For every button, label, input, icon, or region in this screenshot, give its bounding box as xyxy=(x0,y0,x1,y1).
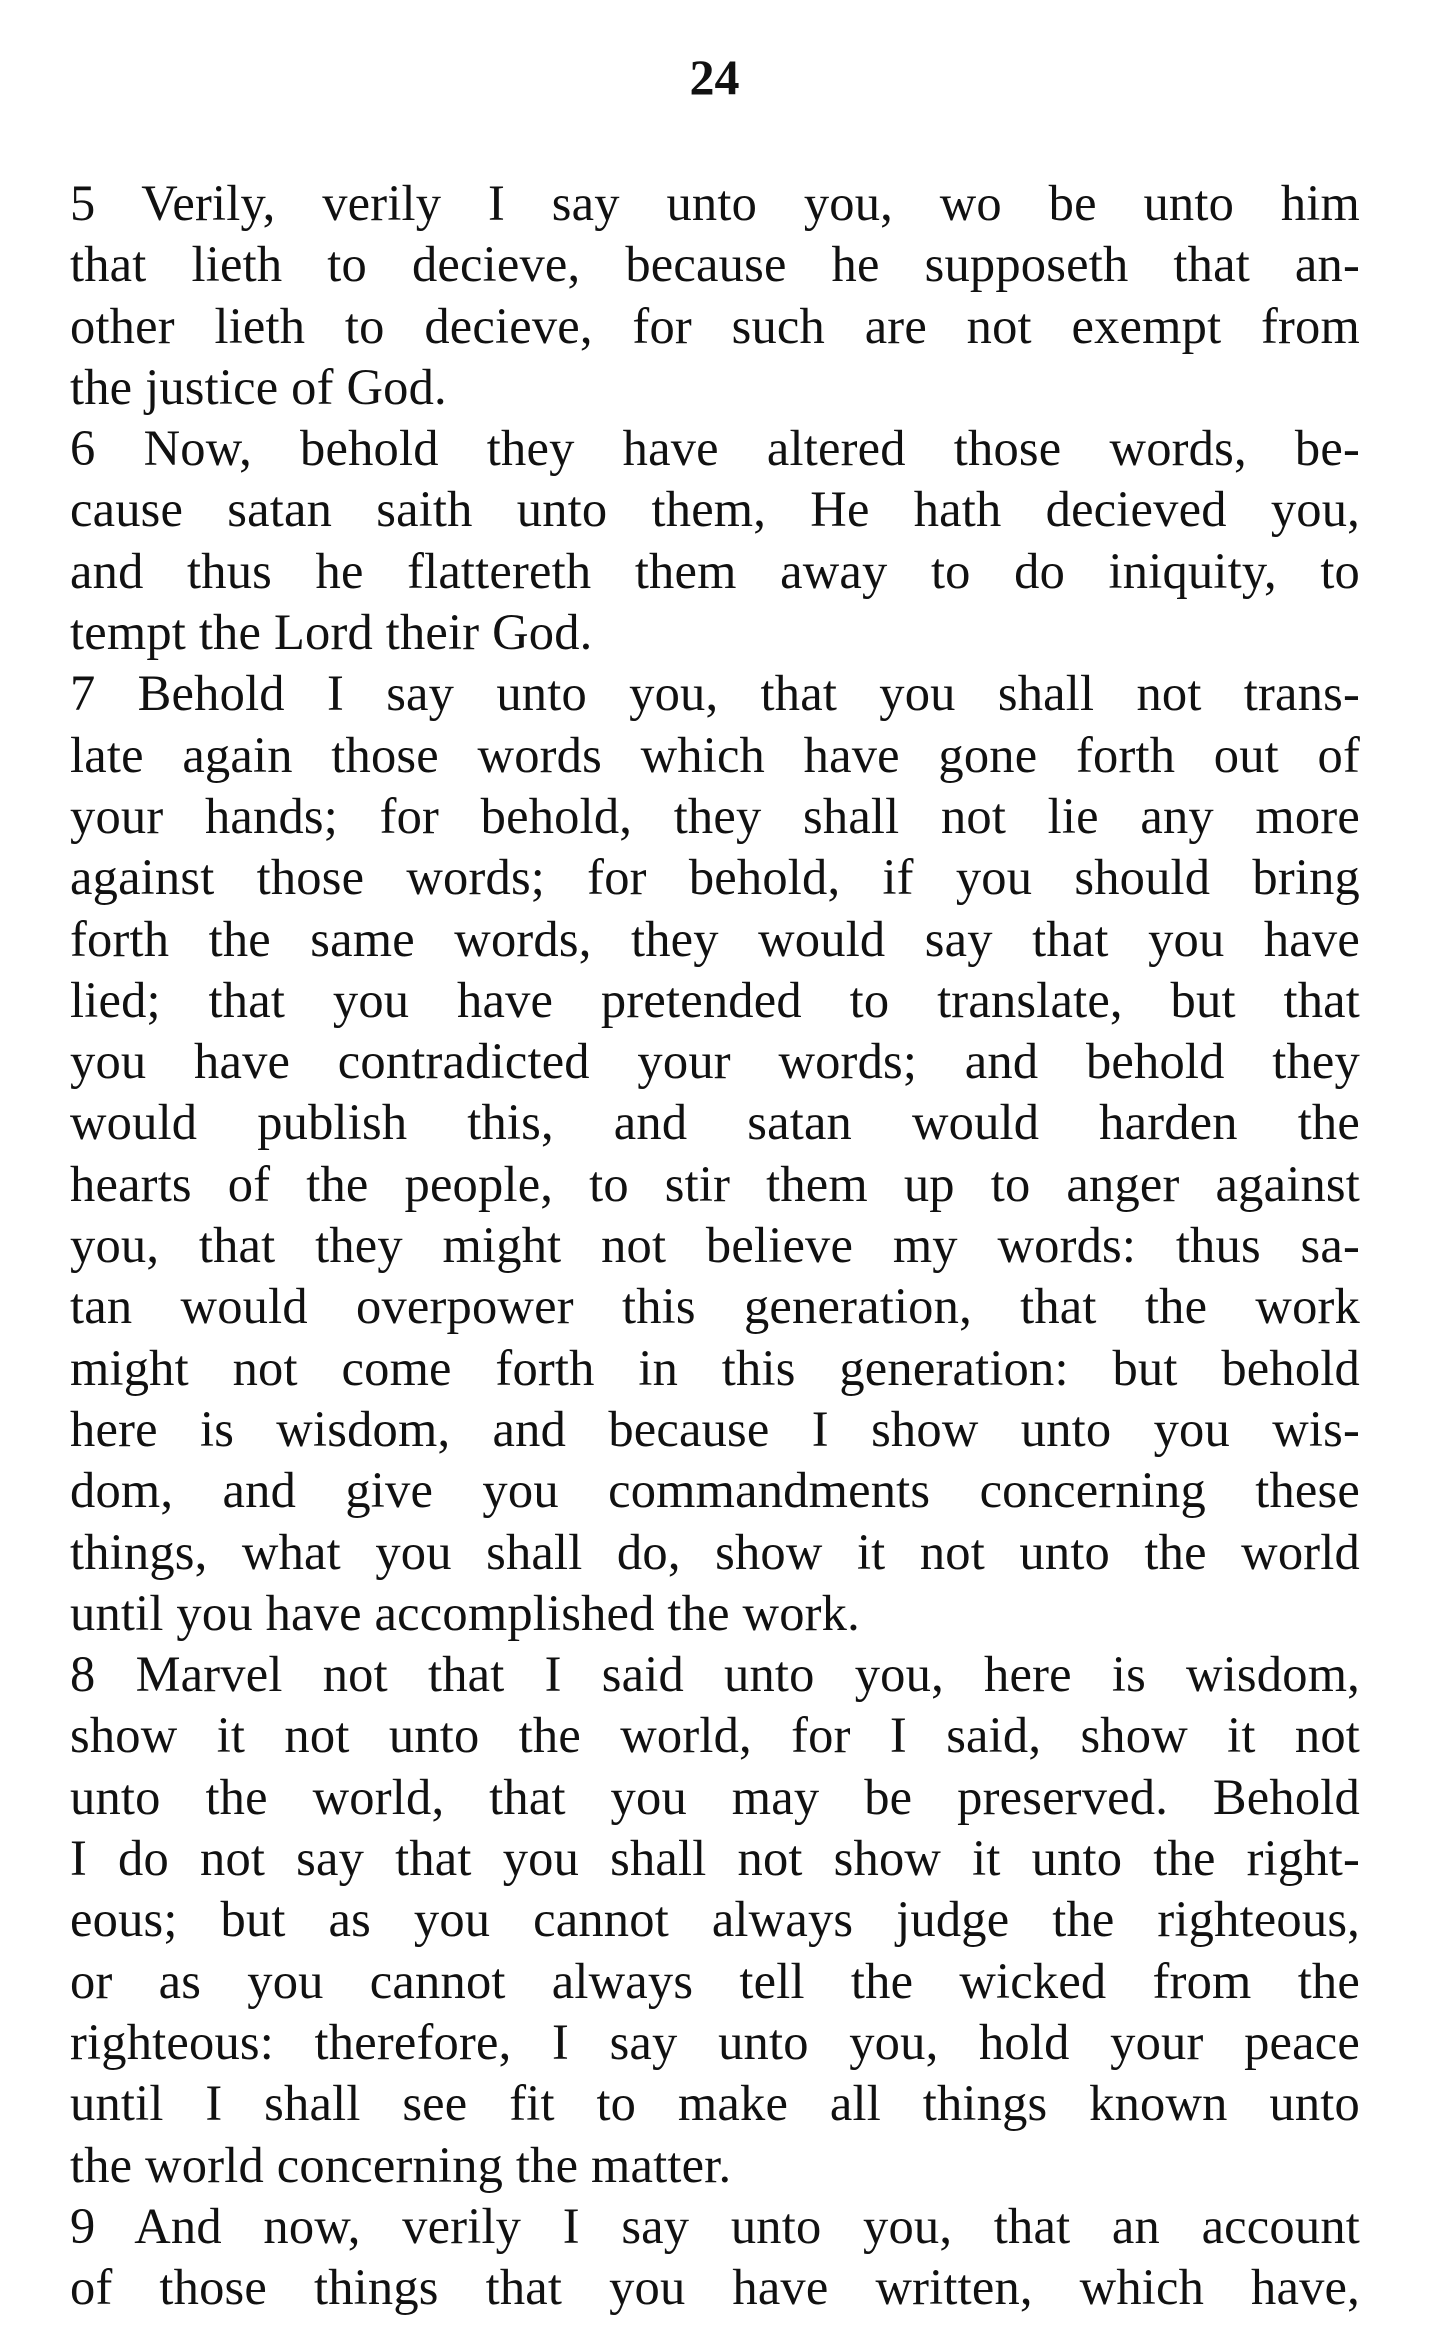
text-line: you, that they might not believe my words: thus sa- xyxy=(70,1217,1360,1274)
text-line: and thus he flattereth them away to do iniquity, to xyxy=(70,542,1360,599)
text-line: 9 And now, verily I say unto you, that an account xyxy=(70,2197,1360,2254)
page-number: 24 xyxy=(689,49,740,105)
text-line: 5 Verily, verily I say unto you, wo be unto him xyxy=(70,175,1360,231)
text-line: until I shall see fit to make all things known unto xyxy=(70,2075,1360,2132)
text-line: the world concerning the matter. xyxy=(70,2136,732,2193)
text-line: the justice of God. xyxy=(70,358,447,415)
text-line: would publish this, and satan would harden the xyxy=(70,1094,1360,1151)
text-line: might not come forth in this generation: but behold xyxy=(70,1339,1360,1396)
text-line: 8 Marvel not that I said unto you, here is wisdom, xyxy=(70,1646,1360,1703)
text-line: or as you cannot always tell the wicked from the xyxy=(70,1952,1360,2009)
text-line: dom, and give you commandments concerning these xyxy=(70,1462,1360,1519)
text-line: against those words; for behold, if you should bring xyxy=(70,849,1360,906)
text-line: tempt the Lord their God. xyxy=(70,604,593,661)
text-line: that lieth to decieve, because he supposeth that an- xyxy=(70,236,1360,293)
text-line: hearts of the people, to stir them up to anger against xyxy=(70,1155,1360,1212)
text-line: 7 Behold I say unto you, that you shall not trans- xyxy=(70,665,1360,722)
text-line: your hands; for behold, they shall not lie any more xyxy=(70,787,1360,844)
text-line: things, what you shall do, show it not unto the world xyxy=(70,1523,1360,1580)
text-line: of those things that you have written, which have, xyxy=(70,2259,1360,2316)
text-line: other lieth to decieve, for such are not exempt from xyxy=(70,297,1360,354)
text-line: righteous: therefore, I say unto you, hold your peace xyxy=(70,2013,1360,2070)
text-line: show it not unto the world, for I said, show it not xyxy=(70,1707,1360,1764)
text-line: tan would overpower this generation, that the work xyxy=(70,1278,1360,1335)
text-line: here is wisdom, and because I show unto you wis- xyxy=(70,1400,1360,1457)
text-line: late again those words which have gone forth out of xyxy=(70,726,1360,783)
text-line: 6 Now, behold they have altered those words, be- xyxy=(70,420,1360,477)
text-line: lied; that you have pretended to translate, but that xyxy=(70,971,1360,1028)
text-line: unto the world, that you may be preserved. Behold xyxy=(70,1768,1360,1825)
text-line: eous; but as you cannot always judge the righteous, xyxy=(70,1891,1360,1948)
text-line: you have contradicted your words; and behold they xyxy=(70,1033,1360,1090)
text-line: cause satan saith unto them, He hath decieved you, xyxy=(70,481,1360,538)
text-line: forth the same words, they would say that you have xyxy=(70,910,1360,967)
text-line: until you have accomplished the work. xyxy=(70,1584,860,1641)
text-line: I do not say that you shall not show it unto the right- xyxy=(70,1830,1360,1887)
body-text xyxy=(70,173,1360,2318)
